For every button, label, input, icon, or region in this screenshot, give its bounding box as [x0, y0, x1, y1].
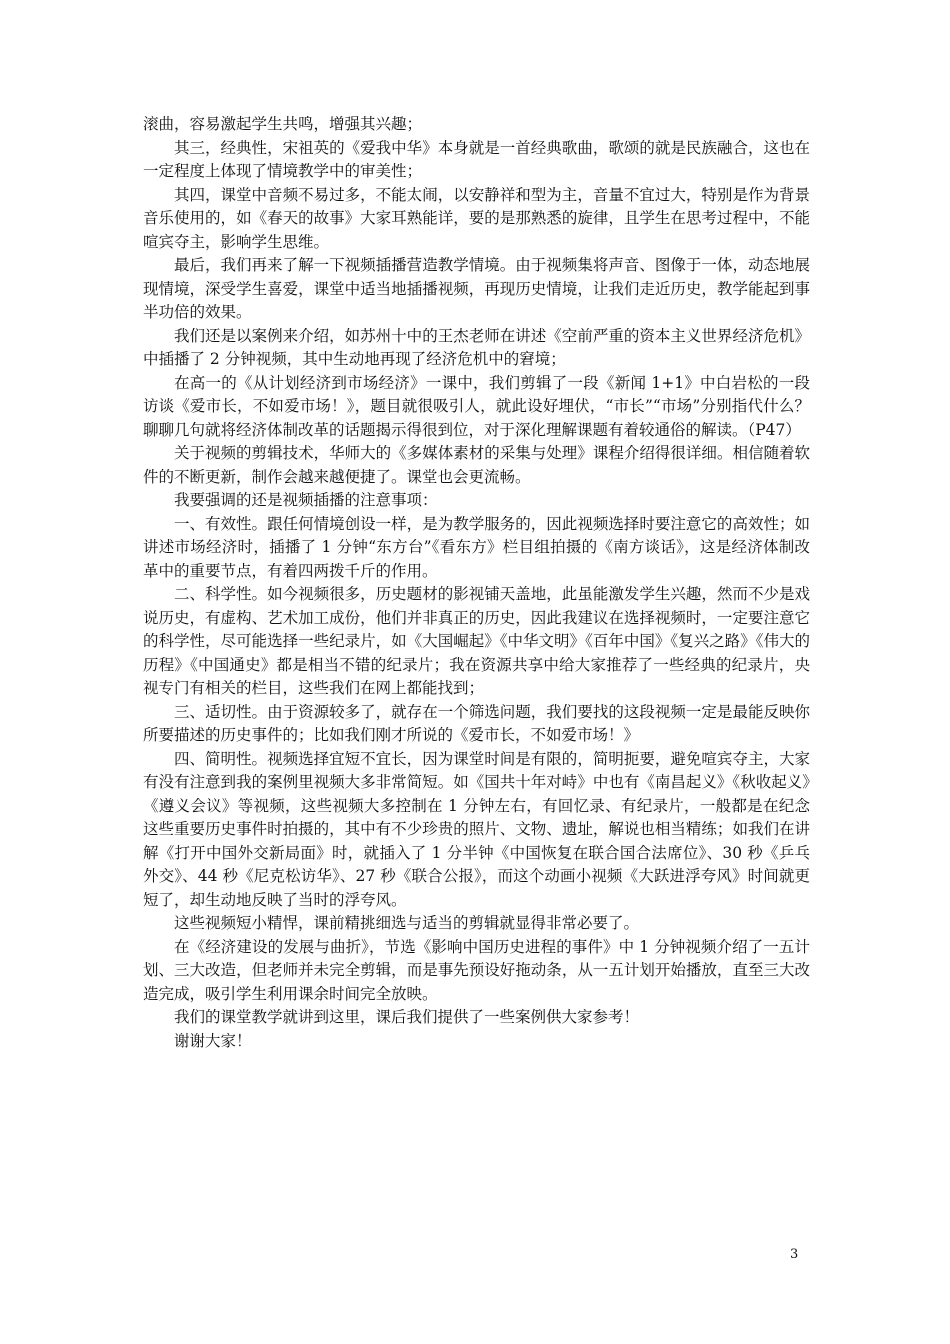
paragraph-short-videos: 这些视频短小精悍，课前精挑细选与适当的剪辑就显得非常必要了。 — [174, 914, 640, 932]
paragraph-relevance: 三、适切性。由于资源较多了，就存在一个筛选问题，我们要找的这段视频一定是最能反映你所要描述的历史事件的；比如我们刚才所说的《爱市长，不如爱市场！》 — [143, 702, 810, 744]
paragraph-scientific: 二、科学性。如今视频很多，历史题材的影视铺天盖地，此虽能激发学生兴趣，然而不少是戏说历史，有虚构、艺术加工成份，他们并非真正的历史，因此我建议在选择视频时，一定要注意它的科学性，尽可能选择一些纪录片，如《大国崛起》《中华文明》《百年中国》《复兴之路》《伟大的历程》《中国通史》都是相当不错的纪录片；我在资源共享中给大家推荐了一些经典的纪录片，央视专门有相关的栏目，这些我们在网上都能找到； — [143, 585, 810, 697]
paragraph-economic-case: 在《经济建设的发展与曲折》，节选《影响中国历史进程的事件》中 1 分钟视频介绍了一五计划、三大改造，但老师并未完全剪辑，而是事先预设好拖动条，从一五计划开始播放，直至三大改造完成，吸引学生利用课余时间完全放映。 — [143, 937, 810, 1003]
paragraph-classic: 其三，经典性，宋祖英的《爱我中华》本身就是一首经典歌曲，歌颂的就是民族融合，这也在一定程度上体现了情境教学中的审美性； — [143, 138, 810, 180]
paragraph-notes-heading: 我要强调的还是视频插播的注意事项： — [174, 491, 438, 509]
paragraph-editing-tech: 关于视频的剪辑技术，华师大的《多媒体素材的采集与处理》课程介绍得很详细。相信随着软件的不断更新，制作会越来越便捷了。课堂也会更流畅。 — [143, 444, 810, 486]
paragraph-case-example: 我们还是以案例来介绍，如苏州十中的王杰老师在讲述《空前严重的资本主义世界经济危机》中插播了 2 分钟视频，其中生动地再现了经济危机中的窘境； — [143, 326, 810, 368]
paragraph-concise: 四、简明性。视频选择宜短不宜长，因为课堂时间是有限的，简明扼要，避免喧宾夺主，大家有没有注意到我的案例里视频大多非常简短。如《国共十年对峙》中也有《南昌起义》《秋收起义》《遵义会议》等视频，这些视频大多控制在 1 分钟左右，有回忆录、有纪录片，一般都是在纪念这些重要历史事件时拍摄的，其中有不少珍贵的照片、文物、遗址，解说也相当精练；如我们在讲解《打开中国外交新局面》时，就插入了 1 分半钟《中国恢复在联合国合法席位》、30 秒《乒乓外交》、44 秒《尼克松访华》、27 秒《联合公报》，而这个动画小视频《大跃进浮夸风》时间就更短了，却生动地反映了当时的浮夸风。 — [143, 749, 810, 909]
paragraph-audio-volume: 其四，课堂中音频不易过多，不能太闹，以安静祥和型为主，音量不宜过大，特别是作为背景音乐使用的，如《春天的故事》大家耳熟能详，要的是那熟悉的旋律，且学生在思考过程中，不能喧宾夺主，影响学生思维。 — [143, 185, 810, 251]
page-number: 3 — [790, 1247, 799, 1262]
paragraph-video-intro: 最后，我们再来了解一下视频插播营造教学情境。由于视频集将声音、图像于一体，动态地展现情境，深受学生喜爱，课堂中适当地插播视频，再现历史情境，让我们走近历史，教学能起到事半功倍的效果。 — [143, 256, 810, 321]
paragraph-effectiveness: 一、有效性。跟任何情境创设一样，是为教学服务的，因此视频选择时要注意它的高效性；如讲述市场经济时，插播了 1 分钟“东方台”《看东方》栏目组拍摄的《南方谈话》，这是经济体制改革中的重要节点，有着四两拨千斤的作用。 — [143, 514, 810, 580]
paragraph-continuation: 滚曲，容易激起学生共鸣，增强其兴趣； — [143, 115, 423, 133]
paragraph-thanks: 谢谢大家！ — [174, 1031, 252, 1050]
paragraph-closing: 我们的课堂教学就讲到这里，课后我们提供了一些案例供大家参考！ — [174, 1008, 640, 1026]
document-page — [143, 113, 810, 1053]
paragraph-interview-clip: 在高一的《从计划经济到市场经济》一课中，我们剪辑了一段《新闻 1+1》中白岩松的一段访谈《爱市长，不如爱市场！》，题目就很吸引人，就此设好埋伏，“市长”“市场”分别指代什么？聊聊几句就将经济体制改革的话题揭示得很到位，对于深化理解课题有着较通俗的解读。（P47） — [143, 373, 810, 439]
